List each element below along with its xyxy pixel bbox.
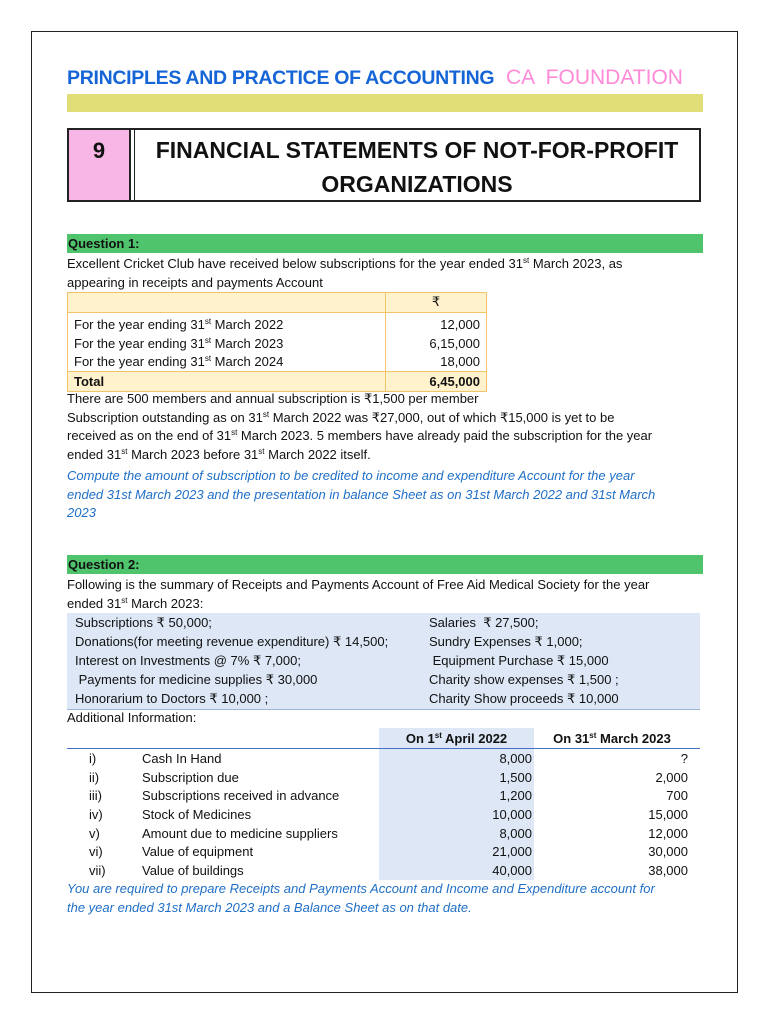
table-row: iv) Stock of Medicines 10,000 15,000 xyxy=(89,806,688,822)
subject-title: PRINCIPLES AND PRACTICE OF ACCOUNTING xyxy=(67,67,495,89)
question-2-heading: Question 2: xyxy=(67,555,703,574)
question-1-task: Compute the amount of subscription to be credited to income and expenditure Account for the year ended 31st March 2023 and the presentation in balance Sheet as on 31st March 2022 and 31st March 2023 xyxy=(67,468,656,520)
currency-header: ₹ xyxy=(386,293,487,313)
summary-item: Equipment Purchase ₹ 15,000 xyxy=(429,653,609,668)
table-row: For the year ending 31st March 2024 18,000 xyxy=(68,353,487,372)
additional-info-table xyxy=(67,728,700,880)
question-1-intro: Excellent Cricket Club have received below subscriptions for the year ended 31st March 2023, as appearing in receipts and payments Account xyxy=(67,256,623,290)
table-row: iii) Subscriptions received in advance 1,200 700 xyxy=(89,788,688,804)
column-header-opening: On 1st April 2022 xyxy=(379,728,534,749)
table-row: For the year ending 31st March 2023 6,15,000 xyxy=(68,334,487,353)
summary-item: Charity show expenses ₹ 1,500 ; xyxy=(429,672,619,687)
subscription-table xyxy=(67,292,487,392)
column-header-closing: On 31st March 2023 xyxy=(534,728,700,749)
question-1-heading: Question 1: xyxy=(67,234,703,253)
chapter-title-line1: FINANCIAL STATEMENTS OF NOT-FOR-PROFIT xyxy=(155,137,679,163)
question-2-intro: Following is the summary of Receipts and Payments Account of Free Aid Medical Society for the year ended 31st March 2023: xyxy=(67,577,650,611)
summary-right-column xyxy=(429,613,619,708)
table-row: i) Cash In Hand 8,000 ? xyxy=(67,749,700,768)
summary-left-column xyxy=(75,613,388,708)
additional-info-label: Additional Information: xyxy=(67,710,197,725)
table-row: For the year ending 31st March 2022 12,000 xyxy=(68,312,487,334)
page-header xyxy=(67,64,707,94)
summary-item: Honorarium to Doctors ₹ 10,000 ; xyxy=(75,691,269,706)
summary-item: Subscriptions ₹ 50,000; xyxy=(75,615,212,630)
summary-item: Payments for medicine supplies ₹ 30,000 xyxy=(75,672,318,687)
chapter-title-line2: ORGANIZATIONS xyxy=(321,171,513,197)
receipts-payments-summary xyxy=(67,613,700,710)
chapter-box xyxy=(67,128,701,202)
header-bar xyxy=(67,94,703,112)
summary-item: Sundry Expenses ₹ 1,000; xyxy=(429,634,583,649)
summary-item: Donations(for meeting revenue expenditure) ₹ 14,500; xyxy=(75,634,389,649)
chapter-number: 9 xyxy=(69,130,131,200)
question-1-details: There are 500 members and annual subscription is ₹1,500 per member Subscription outstanding as on 31st March 2022 was ₹27,000, out of which ₹15,000 is yet to be received as on the end of 31st March 2023. 5 members have already paid the subscription for the year ended 31st March 2023 before 31st March 2022 itself. xyxy=(67,391,653,462)
table-row: ii) Subscription due 1,500 2,000 xyxy=(89,769,688,785)
table-header-row xyxy=(68,293,487,313)
course-title: CA FOUNDATION xyxy=(506,66,683,89)
table-row: vi) Value of equipment 21,000 30,000 xyxy=(89,844,688,860)
table-row: vii) Value of buildings 40,000 38,000 xyxy=(89,862,688,878)
summary-item: Charity Show proceeds ₹ 10,000 xyxy=(429,691,619,706)
summary-item: Salaries ₹ 27,500; xyxy=(429,615,539,630)
chapter-title xyxy=(134,130,699,200)
summary-item: Interest on Investments @ 7% ₹ 7,000; xyxy=(75,653,301,668)
table-header-row xyxy=(67,728,700,749)
table-row: v) Amount due to medicine suppliers 8,000 12,000 xyxy=(89,825,688,841)
table-total-row: Total 6,45,000 xyxy=(68,372,487,392)
question-2-task: You are required to prepare Receipts and Payments Account and Income and Expenditure account for the year ended 31st March 2023 and a Balance Sheet as on that date. xyxy=(67,881,655,915)
